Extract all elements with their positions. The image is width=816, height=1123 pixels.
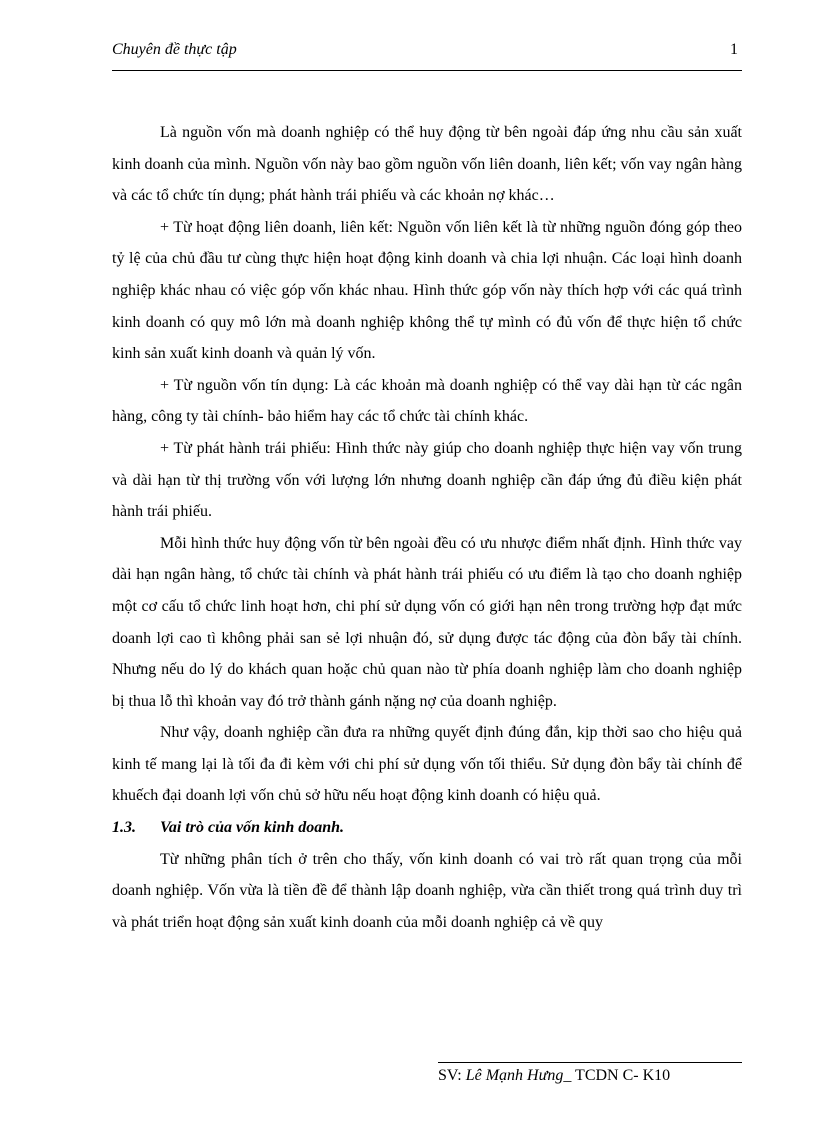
paragraph-conclusion: Như vậy, doanh nghiệp cần đưa ra những quyết định đúng đắn, kịp thời sao cho hiệu quả kinh tế mang lại là tối đa đi kèm với chi phí sử dụng vốn tối thiểu. Sử dụng đòn bẩy tài chính để khuếch đại doanh lợi vốn chủ sở hữu nếu hoạt động kinh doanh có hiệu quả. — [112, 724, 742, 805]
paragraph-role-of-capital: Từ những phân tích ở trên cho thấy, vốn kinh doanh có vai trò rất quan trọng của mỗi doanh nghiệp. Vốn vừa là tiền đề để thành lập doanh nghiệp, vừa cần thiết trong quá trình duy trì và phát triển hoạt động sản xuất kinh doanh của mỗi doanh nghiệp cả về quy — [112, 850, 742, 931]
paragraph-external-capital: Là nguồn vốn mà doanh nghiệp có thể huy động từ bên ngoài đáp ứng nhu cầu sản xuất kinh doanh của mình. Nguồn vốn này bao gồm nguồn vốn liên doanh, liên kết; vốn vay ngân hàng và các tổ chức tín dụng; phát hành trái phiếu và các khoản nợ khác… — [112, 124, 742, 205]
document-title: Chuyên đề thực tập — [112, 41, 237, 58]
page-header — [112, 38, 742, 71]
section-number: 1.3. — [112, 819, 136, 837]
document-body — [112, 117, 742, 938]
paragraph-joint-venture: + Từ hoạt động liên doanh, liên kết: Nguồn vốn liên kết là từ những nguồn đóng góp theo tỷ lệ của chủ đầu tư cùng thực hiện hoạt động kinh doanh và chia lợi nhuận. Các loại hình doanh nghiệp khác nhau có việc góp vốn khác nhau. Hình thức góp vốn này thích hợp với các quá trình kinh doanh có quy mô lớn mà doanh nghiệp không thể tự mình có đủ vốn để thực hiện tổ chức kinh sản xuất kinh doanh và quản lý vốn. — [112, 218, 742, 363]
paragraph-pros-cons: Mỗi hình thức huy động vốn từ bên ngoài đều có ưu nhược điểm nhất định. Hình thức vay dài hạn ngân hàng, tổ chức tài chính và phát hành trái phiếu có ưu điểm là tạo cho doanh nghiệp một cơ cấu tổ chức linh hoạt hơn, chi phí sử dụng vốn có giới hạn nên trong trường hợp đạt mức doanh lợi cao tì không phải san sẻ lợi nhuận đó, sử dụng được tác động của đòn bẩy tài chính. Nhưng nếu do lý do khách quan hoặc chủ quan nào từ phía doanh nghiệp làm cho doanh nghiệp bị thua lỗ thì khoản vay đó trở thành gánh nặng nợ của doanh nghiệp. — [112, 534, 742, 710]
paragraph-bond-issuance: + Từ phát hành trái phiếu: Hình thức này giúp cho doanh nghiệp thực hiện vay vốn trung và dài hạn từ thị trường vốn với lượng lớn nhưng doanh nghiệp cần đáp ứng đủ điều kiện phát hành trái phiếu. — [112, 439, 742, 521]
section-heading — [112, 812, 742, 844]
footer-class: _ TCDN C- K10 — [563, 1067, 671, 1084]
section-title: Vai trò của vốn kinh doanh. — [160, 819, 345, 837]
page-footer — [438, 1062, 742, 1085]
paragraph-credit-capital: + Từ nguồn vốn tín dụng: Là các khoản mà doanh nghiệp có thể vay dài hạn từ các ngân hàng, công ty tài chính- bảo hiểm hay các tổ chức tài chính khác. — [112, 376, 742, 426]
student-name: Lê Mạnh Hưng — [465, 1067, 564, 1084]
page-number: 1 — [730, 41, 738, 58]
footer-prefix: SV: — [438, 1067, 466, 1084]
